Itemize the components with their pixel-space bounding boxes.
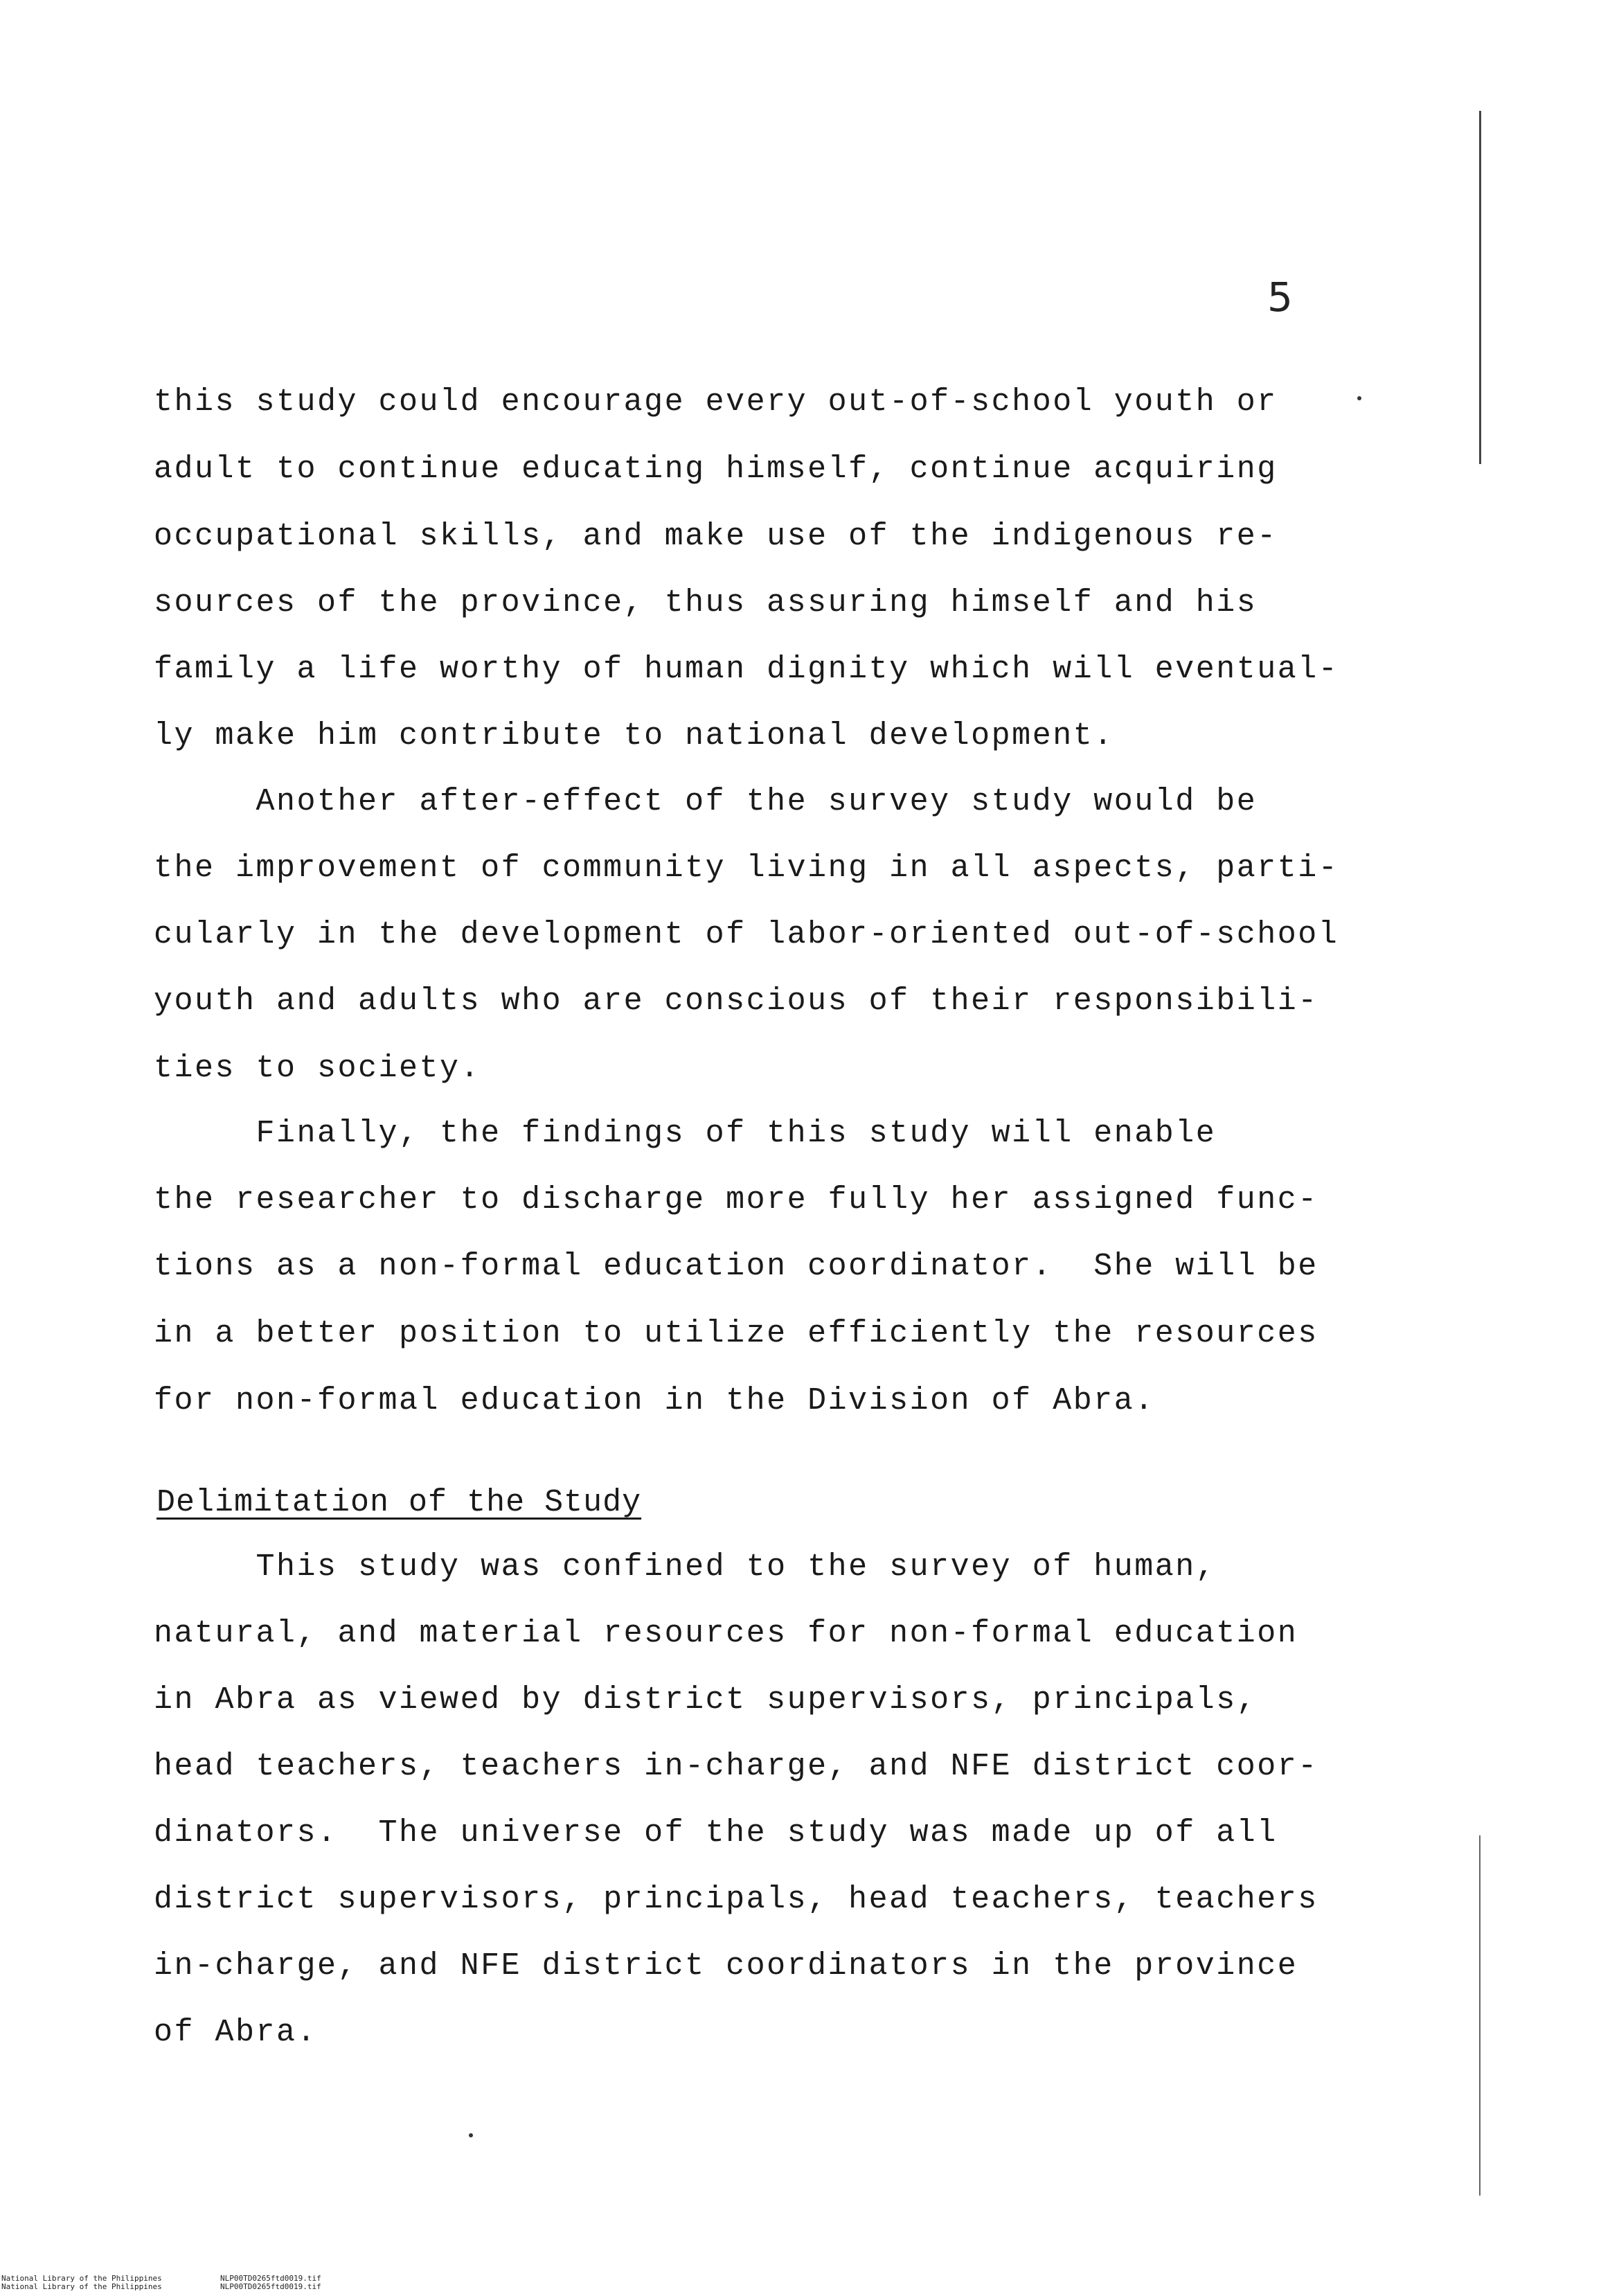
page-number: 5 bbox=[1267, 274, 1293, 321]
text-line: the improvement of community living in all aspects, parti- bbox=[154, 851, 1339, 886]
footer-file-line-1: NLP00TD0265ftd0019.tif bbox=[220, 2274, 321, 2283]
text-line: head teachers, teachers in-charge, and NFE district coor- bbox=[154, 1749, 1318, 1784]
text-line: cularly in the development of labor-oriented out-of-school bbox=[154, 917, 1339, 952]
text-line: of Abra. bbox=[154, 2015, 318, 2050]
footer-file-label bbox=[220, 2275, 321, 2291]
margin-scan-line-top bbox=[1479, 111, 1481, 464]
footer-file-line-2: NLP00TD0265ftd0019.tif bbox=[220, 2282, 321, 2291]
text-line: dinators. The universe of the study was made up of all bbox=[154, 1815, 1278, 1851]
text-line: Another after-effect of the survey study would be bbox=[154, 784, 1258, 819]
text-line: this study could encourage every out-of-school youth or bbox=[154, 384, 1278, 420]
footer-library-line-2: National Library of the Philippines bbox=[1, 2282, 162, 2291]
text-line: for non-formal education in the Division of Abra. bbox=[154, 1383, 1155, 1418]
text-line: adult to continue educating himself, continue acquiring bbox=[154, 452, 1278, 487]
text-line: district supervisors, principals, head teachers, teachers bbox=[154, 1882, 1318, 1917]
scan-speck bbox=[1357, 396, 1361, 400]
footer-library-line-1: National Library of the Philippines bbox=[1, 2274, 162, 2283]
text-line: occupational skills, and make use of the indigenous re- bbox=[154, 519, 1278, 554]
text-line: in Abra as viewed by district supervisors, principals, bbox=[154, 1682, 1258, 1718]
text-line: sources of the province, thus assuring himself and his bbox=[154, 585, 1258, 621]
footer-library-label bbox=[1, 2275, 162, 2291]
text-line: youth and adults who are conscious of their responsibili- bbox=[154, 984, 1318, 1019]
text-line: This study was confined to the survey of human, bbox=[154, 1549, 1217, 1585]
section-heading: Delimitation of the Study bbox=[156, 1485, 642, 1520]
scan-speck bbox=[469, 2133, 473, 2137]
margin-scan-line-bottom bbox=[1479, 1835, 1481, 2196]
text-line: in a better position to utilize efficiently the resources bbox=[154, 1316, 1318, 1351]
text-line: ties to society. bbox=[154, 1051, 481, 1086]
text-line: ly make him contribute to national development. bbox=[154, 718, 1114, 754]
text-line: tions as a non-formal education coordinator. She will be bbox=[154, 1249, 1318, 1284]
text-line: family a life worthy of human dignity which will eventual- bbox=[154, 652, 1339, 687]
text-line: the researcher to discharge more fully her assigned func- bbox=[154, 1182, 1318, 1218]
text-line: natural, and material resources for non-formal education bbox=[154, 1616, 1298, 1651]
text-line: in-charge, and NFE district coordinators in the province bbox=[154, 1948, 1298, 1984]
text-line: Finally, the findings of this study will enable bbox=[154, 1116, 1217, 1151]
